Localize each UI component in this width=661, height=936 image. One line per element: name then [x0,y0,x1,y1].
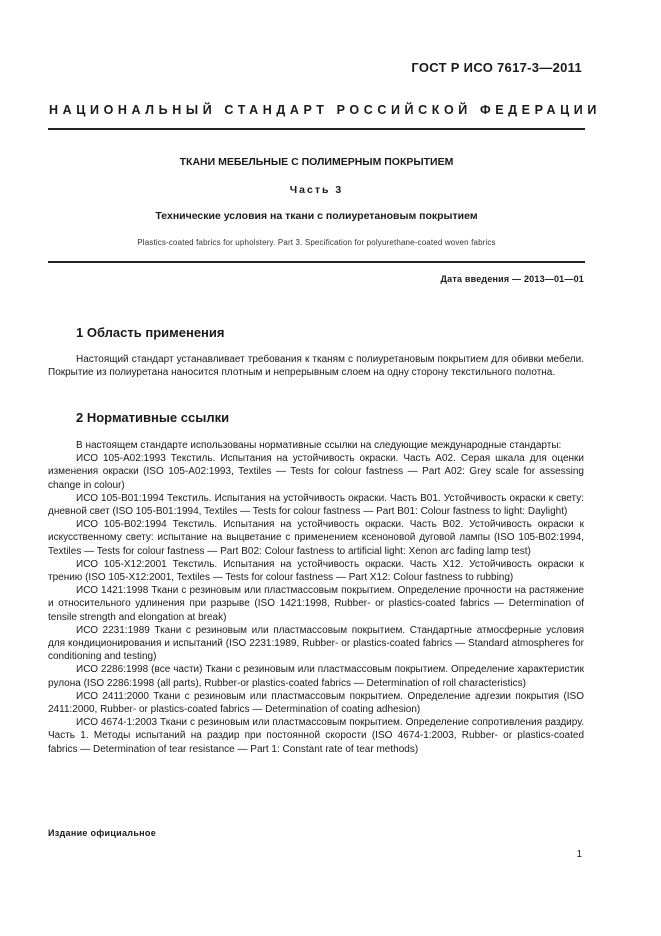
reference-item: ИСО 2231:1989 Ткани с резиновым или пластмассовым покрытием. Стандартные атмосферные условия для кондиционирования и испытаний (ISO 2231:1989, Rubber- or plastics-coated fabrics — Standard atmospheres for conditioning and testing) [48,624,584,663]
title-divider [48,261,585,263]
english-title: Plastics-coated fabrics for upholstery. Part 3. Specification for polyurethane-coated woven fabrics [137,238,496,247]
reference-item: ИСО 105-В01:1994 Текстиль. Испытания на устойчивость окраски. Часть В01. Устойчивость окраски к свету: дневной свет (ISO 105-B01:1994, Textiles — Tests for colour fastness — Part B01: Colour fastness to light: Daylight) [48,492,584,518]
section-heading-normative-references: 2 Нормативные ссылки [76,410,230,425]
document-title: ТКАНИ МЕБЕЛЬНЫЕ С ПОЛИМЕРНЫМ ПОКРЫТИЕМ [179,156,454,168]
paragraph: В настоящем стандарте использованы нормативные ссылки на следующие международные стандарты: [76,440,562,451]
section-references-body [48,439,584,756]
page-number: 1 [576,849,582,860]
section-scope-body [48,353,584,379]
document-code: ГОСТ Р ИСО 7617-3—2011 [411,60,582,75]
document-subtitle: Технические условия на ткани с полиуретановым покрытием [155,210,478,222]
reference-item: ИСО 2286:1998 (все части) Ткани с резиновым или пластмассовым покрытием. Определение характеристик рулона (ISO 2286:1998 (all parts), Rubber-or plastics-coated fabrics — Determination of roll characteristics) [48,664,584,689]
reference-item: ИСО 105-В02:1994 Текстиль. Испытания на устойчивость окраски. Часть В02. Устойчивость окраски к искусственному свету: испытание на выцветание с применением ксеноновой дуговой лампы (ISO 105-B02:1994, Textiles — Tests for colour fastness — Part B02: Colour fastness to artificial light: Xenon arc fading lamp test) [48,519,584,557]
reference-item: ИСО 2411:2000 Ткани с резиновым или пластмассовым покрытием. Определение адгезии покрытия (ISO 2411:2000, Rubber- or plastics-coated fabrics — Determination of coating adhesion) [48,690,584,716]
official-edition-label: Издание официальное [48,828,157,838]
reference-item: ИСО 4674-1:2003 Ткани с резиновым или пластмассовым покрытием. Определение сопротивления раздиру. Часть 1. Методы испытаний на раздир при постоянной скорости (ISO 4674-1:2003, Rubber- or plastics-coated fabrics — Determination of tear resistance — Part 1: Constant rate of tear methods) [48,717,584,755]
national-standard-heading: НАЦИОНАЛЬНЫЙ СТАНДАРТ РОССИЙСКОЙ ФЕДЕРАЦИИ [49,103,601,117]
top-divider [48,128,585,130]
reference-item: ИСО 105-X12:2001 Текстиль. Испытания на устойчивость окраски. Часть X12. Устойчивость окраски к трению (ISO 105-X12:2001, Textiles — Tests for colour fastness — Part X12: Colour fastness to rubbing) [48,558,584,584]
reference-item: ИСО 105-А02:1993 Текстиль. Испытания на устойчивость окраски. Часть А02. Серая шкала для оценки изменения окраски (ISO 105-A02:1993, Textiles — Tests for colour fastness — Part A02: Grey scale for assessing change in colour) [48,453,584,491]
introduction-date: Дата введения — 2013—01—01 [440,274,584,284]
document-part: Часть 3 [289,184,344,196]
reference-item: ИСО 1421:1998 Ткани с резиновым или пластмассовым покрытием. Определение прочности на растяжение и относительного удлинения при разрыве (ISO 1421:1998, Rubber- or plastics-coated fabrics — Determination of tensile strength and elongation at break) [48,585,584,623]
paragraph: Настоящий стандарт устанавливает требования к тканям с полиуретановым покрытием для обивки мебели. Покрытие из полиуретана наносится плотным и непрерывным слоем на одну сторону текстильного полотна. [48,354,584,379]
section-heading-scope: 1 Область применения [76,325,225,340]
